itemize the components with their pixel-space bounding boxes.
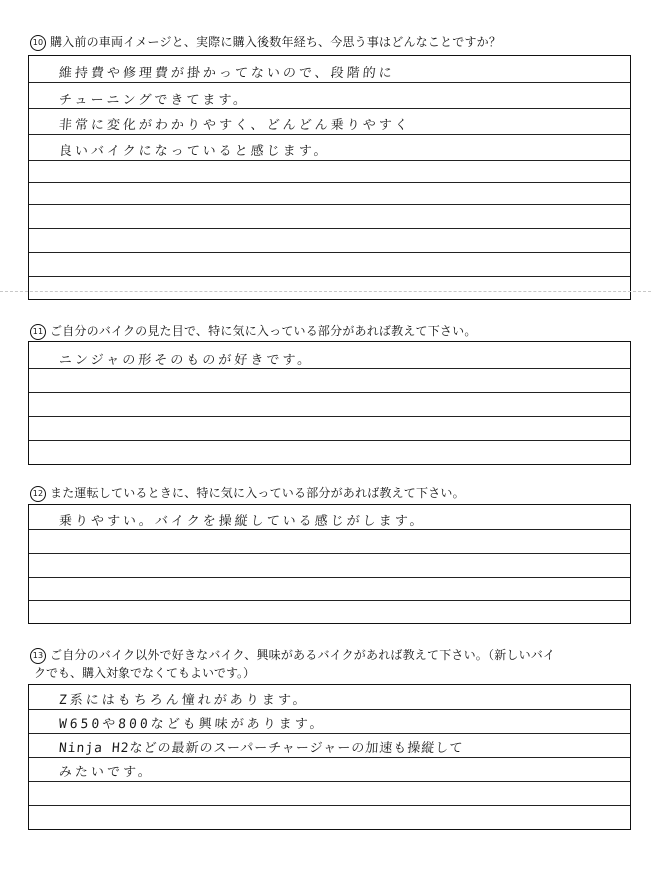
question-13-text: ご自分のバイク以外で好きなバイク、興味があるバイクがあれば教えて下さい。（新しいバイ <box>50 648 556 662</box>
ruled-line <box>29 276 630 277</box>
ruled-line <box>29 577 630 578</box>
ruled-line <box>29 805 630 806</box>
question-11-text: ご自分のバイクの見た目で、特に気に入っている部分があれば教えて下さい。 <box>50 324 477 338</box>
ruled-line <box>29 529 630 530</box>
ruled-line <box>29 709 630 710</box>
question-10-heading <box>30 33 630 51</box>
question-11 <box>30 322 630 340</box>
question-12 <box>30 484 630 502</box>
handwritten-answer-13-3: Ninja H2などの最新のスーパーチャージャーの加速も操縦して <box>58 741 464 756</box>
question-13 <box>30 646 630 682</box>
ruled-line <box>29 252 630 253</box>
question-10 <box>30 33 630 51</box>
answer-box-11 <box>28 341 631 465</box>
question-10-text: 購入前の車両イメージと、実際に購入後数年経ち、今思う事はどんなことですか？ <box>50 35 502 49</box>
ruled-line <box>29 108 630 109</box>
ruled-line <box>29 82 630 83</box>
handwritten-answer-10-2: チューニングできてます。 <box>58 93 250 108</box>
ruled-line <box>29 553 630 554</box>
handwritten-answer-13-4: みたいです。 <box>58 765 155 780</box>
answer-box-10 <box>28 55 631 300</box>
question-11-number: 11 <box>30 324 46 340</box>
ruled-line <box>29 392 630 393</box>
ruled-line <box>29 757 630 758</box>
ruled-line <box>29 440 630 441</box>
ruled-line <box>29 781 630 782</box>
page-fold-line <box>0 291 651 292</box>
question-10-number: 10 <box>30 35 46 51</box>
question-12-number: 12 <box>30 486 46 502</box>
question-13-text-continued: クでも、購入対象でなくてもよいです。） <box>34 666 256 680</box>
question-13-heading <box>30 646 630 664</box>
ruled-line <box>29 733 630 734</box>
ruled-line <box>29 160 630 161</box>
handwritten-answer-13-2: W650や800なども興味があります。 <box>58 717 327 732</box>
handwritten-answer-13-1: Z系にはもちろん憧れがあります。 <box>58 693 310 708</box>
question-13-number: 13 <box>30 648 46 664</box>
ruled-line <box>29 204 630 205</box>
question-12-text: また運転しているときに、特に気に入っている部分があれば教えて下さい。 <box>50 486 465 500</box>
handwritten-answer-10-4: 良いバイクになっていると感じます。 <box>58 144 331 159</box>
ruled-line <box>29 600 630 601</box>
ruled-line <box>29 182 630 183</box>
handwritten-answer-12-1: 乗りやすい。バイクを操縦している感じがします。 <box>58 514 427 529</box>
ruled-line <box>29 368 630 369</box>
question-11-heading <box>30 322 630 340</box>
answer-box-13 <box>28 684 631 830</box>
handwritten-answer-10-3: 非常に変化がわかりやすく、どんどん乗りやすく <box>58 118 412 133</box>
ruled-line <box>29 416 630 417</box>
handwritten-answer-11-1: ニンジャの形そのものが好きです。 <box>58 353 314 368</box>
ruled-line <box>29 228 630 229</box>
answer-box-12 <box>28 504 631 624</box>
handwritten-answer-10-1: 維持費や修理費が掛かってないので、段階的に <box>58 66 396 81</box>
ruled-line <box>29 134 630 135</box>
question-12-heading <box>30 484 630 502</box>
